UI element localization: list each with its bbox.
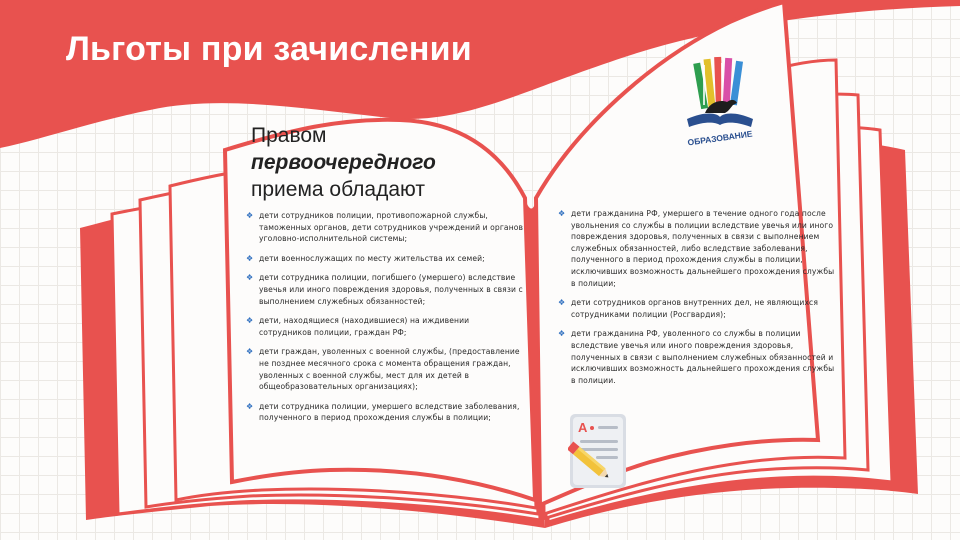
notepad-pencil-icon (568, 412, 630, 490)
diamond-bullet-icon: ❖ (246, 253, 254, 263)
svg-text:A: A (578, 420, 588, 435)
list-item (556, 328, 836, 386)
list-item-text: дети военнослужащих по месту жительства их семей; (259, 253, 485, 263)
education-logo-icon (675, 55, 765, 155)
diamond-bullet-icon: ❖ (246, 401, 254, 411)
right-benefits-list (556, 208, 836, 394)
list-item-text: дети гражданина РФ, умершего в течение одного года после увольнения со службы в полиции вследствие увечья или иного повреждения здоровья, полученных в связи с выполнением служебных обязанностей, либо вследствие заболевания, полученного в период прохождения службы в полиции, исключивших возможность дальнейшего прохождения службы в полиции; (571, 209, 835, 288)
list-item (556, 208, 836, 289)
list-item-text: дети сотрудников органов внутренних дел, не являющихся сотрудниками полиции (Росгвардия); (571, 298, 818, 319)
list-item (244, 401, 524, 424)
list-item-text: дети, находящиеся (находившиеся) на иждивении сотрудников полиции, граждан РФ; (259, 316, 470, 337)
heading-line-2: первоочередного (251, 151, 436, 174)
list-item-text: дети гражданина РФ, уволенного со службы в полиции вследствие увечья или иного повреждения здоровья, полученных в связи с выполнением служебных обязанностей и исключивших возможность дальнейшего прохождения службы в полиции. (571, 329, 835, 385)
list-item (244, 315, 524, 338)
diamond-bullet-icon: ❖ (246, 316, 254, 326)
diamond-bullet-icon: ❖ (246, 273, 254, 283)
diamond-bullet-icon: ❖ (558, 329, 566, 339)
heading-line-1: Правом (251, 124, 327, 147)
left-benefits-list (244, 210, 524, 432)
heading-line-3: приема обладают (251, 178, 425, 201)
logo-text: ОБРАЗОВАНИЕ (686, 128, 754, 148)
page-title: Льготы при зачислении (66, 30, 472, 68)
list-item-text: дети сотрудников полиции, противопожарной службы, таможенных органов, дети сотрудников учреждений и органов уголовно-исполнительной системы; (259, 211, 524, 244)
list-item (556, 297, 836, 320)
list-item (244, 272, 524, 307)
list-item-text: дети граждан, уволенных с военной службы, (предоставление не позднее месячного срока с момента обращения граждан, уволенных с военной службы, мест для их детей в общеобразовательных организациях); (259, 347, 520, 392)
section-heading (251, 122, 481, 203)
list-item (244, 253, 524, 265)
list-item (244, 346, 524, 392)
list-item-text: дети сотрудника полиции, умершего вследствие заболевания, полученного в период прохождения службы в полиции; (259, 401, 520, 423)
diamond-bullet-icon: ❖ (558, 298, 566, 308)
diamond-bullet-icon: ❖ (246, 211, 254, 220)
diamond-bullet-icon: ❖ (246, 347, 254, 357)
diamond-bullet-icon: ❖ (558, 209, 566, 218)
list-item-text: дети сотрудника полиции, погибшего (умершего) вследствие увечья или иного повреждения здоровья, полученных в связи с выполнением служебных обязанностей; (259, 273, 523, 306)
list-item (244, 210, 524, 245)
